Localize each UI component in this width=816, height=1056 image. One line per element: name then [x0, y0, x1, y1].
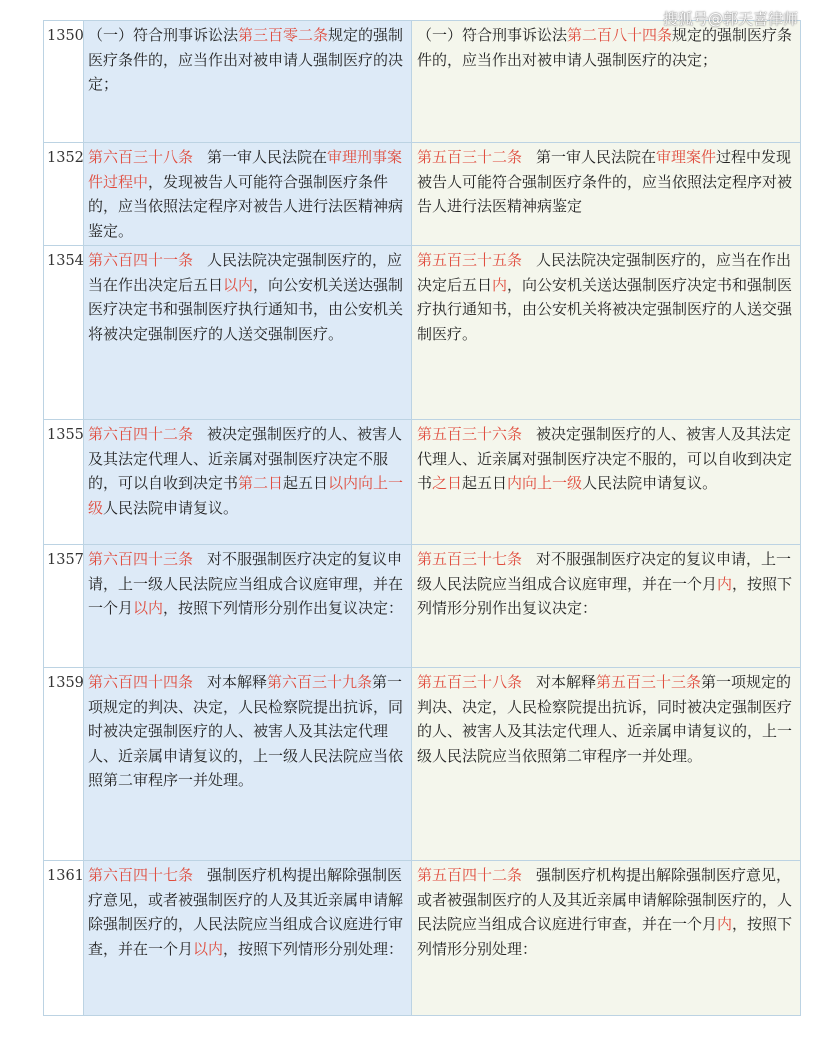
- highlighted-text: 第五百三十六条: [417, 425, 523, 443]
- provision-text: 对不服强制医疗决定的复议申请，上一级人民法院应当组成合议庭审理，并在一个月: [88, 550, 404, 617]
- page-number-cell: 1352: [44, 143, 84, 246]
- highlighted-text: 第三百零二条: [238, 26, 329, 44]
- provision-text: ，按照下列情形分别处理：: [223, 939, 404, 958]
- provision-text: 起五日: [283, 474, 329, 492]
- old-provision-cell: [84, 420, 412, 545]
- new-provision-cell: [412, 545, 801, 668]
- highlighted-text: 第五百三十五条: [417, 251, 523, 269]
- provision-text: 规定的强制医疗条件的，应当作出对被申请人强制医疗的决定；: [417, 26, 793, 69]
- new-provision-cell: [412, 246, 801, 420]
- provision-text: 人民法院申请复议。: [582, 474, 718, 492]
- highlighted-text: 以内: [133, 599, 164, 617]
- provision-text: 被决定强制医疗的人、被害人及其法定代理人、近亲属对强制医疗决定不服的，可以自收到决定书: [88, 425, 403, 492]
- provision-text: ，按照下列情形分别作出复议决定：: [163, 599, 404, 617]
- provision-text: ，向公安机关送达强制医疗决定书和强制医疗执行通知书，由公安机关将被决定强制医疗的人送交强制医疗。: [88, 275, 404, 343]
- highlighted-text: 内: [717, 915, 733, 933]
- comparison-table-wrapper: [43, 20, 795, 1016]
- provision-text: ，按照下列情形分别处理：: [417, 915, 793, 958]
- highlighted-text: 第五百四十二条: [417, 866, 523, 884]
- new-provision-cell: [412, 21, 801, 143]
- highlighted-text: 内: [492, 275, 508, 294]
- highlighted-text: 审理案件: [656, 148, 717, 166]
- highlighted-text: 内向上一级: [507, 474, 583, 492]
- highlighted-text: 过程中: [103, 172, 149, 191]
- table-row: [44, 143, 801, 246]
- highlighted-text: 第六百四十二条: [88, 425, 194, 443]
- page-number-cell: 1350: [44, 21, 84, 143]
- highlighted-text: 第五百三十七条: [417, 550, 523, 568]
- page-number-cell: 1359: [44, 668, 84, 861]
- highlighted-text: 第六百四十一条: [88, 251, 194, 269]
- table-row: [44, 668, 801, 861]
- provision-text: 第一审人民法院在: [207, 148, 328, 166]
- provision-text: 强制医疗机构提出解除强制医疗意见，或者被强制医疗的人及其近亲属申请解除强制医疗的，人民法院应当组成合议庭进行审查，并在一个月: [88, 866, 404, 958]
- provision-text: （一）符合刑事诉讼法: [88, 26, 239, 44]
- new-provision-cell: [412, 861, 801, 1016]
- provision-text: ，向公安机关送达强制医疗决定书和强制医疗执行通知书，由公安机关将被决定强制医疗的人送交强制医疗。: [417, 275, 793, 343]
- provision-text: 对不服强制医疗决定的复议申请，上一级人民法院应当组成合议庭审理，并在一个月: [417, 550, 792, 593]
- table-row: [44, 420, 801, 545]
- provision-text: ，发现被告人可能符合强制医疗条件的，应当依照法定程序对被告人进行法医精神病鉴定。: [88, 172, 404, 240]
- provision-text: 强制医疗机构提出解除强制医疗意见，或者被强制医疗的人及其近亲属申请解除强制医疗的，人民法院应当组成合议庭进行审查，并在一个月: [417, 866, 793, 933]
- page-number-cell: 1354: [44, 246, 84, 420]
- old-provision-cell: [84, 861, 412, 1016]
- highlighted-text: 第五百三十八条: [417, 673, 523, 691]
- provision-text: 第一审人民法院在: [536, 148, 657, 166]
- provision-text: （一）符合刑事诉讼法: [417, 26, 568, 44]
- table-row: [44, 545, 801, 668]
- highlighted-text: 第二百八十四条: [567, 26, 673, 44]
- highlighted-text: 以内: [223, 275, 254, 294]
- provision-text: 被决定强制医疗的人、被害人及其法定代理人、近亲属对强制医疗决定不服的，可以自收到决定书: [417, 425, 793, 492]
- highlighted-text: 第六百四十七条: [88, 866, 194, 884]
- highlighted-text: 第六百三十九条: [267, 673, 373, 691]
- table-body: [44, 21, 801, 1016]
- new-provision-cell: [412, 143, 801, 246]
- provision-text: ，按照下列情形分别作出复议决定：: [417, 574, 793, 617]
- highlighted-text: 以内: [193, 939, 224, 958]
- provision-text: 起五日: [462, 474, 508, 492]
- highlighted-text: 第五百三十二条: [417, 148, 523, 166]
- highlighted-text: 内: [717, 574, 733, 593]
- page-number-cell: 1355: [44, 420, 84, 545]
- new-provision-cell: [412, 668, 801, 861]
- provision-text: 规定的强制医疗条件的，应当作出对被申请人强制医疗的决定；: [88, 26, 404, 93]
- old-provision-cell: [84, 21, 412, 143]
- provision-text: 第一项规定的判决、决定，人民检察院提出抗诉，同时被决定强制医疗的人、被害人及其法定代理人、近亲属申请复议的，上一级人民法院应当依照第二审程序一并处理。: [417, 673, 793, 765]
- highlighted-text: 第六百四十四条: [88, 673, 194, 691]
- page-number-cell: 1357: [44, 545, 84, 668]
- provision-text: 人民法院决定强制医疗的，应当在作出决定后五日: [88, 251, 403, 294]
- table-row: [44, 861, 801, 1016]
- provision-text: 第一项规定的判决、决定，人民检察院提出抗诉，同时被决定强制医疗的人、被害人及其法定代理人、近亲属申请复议的，上一级人民法院应当依照第二审程序一并处理。: [88, 673, 404, 789]
- provision-text: 人民法院决定强制医疗的，应当在作出决定后五日: [417, 251, 792, 294]
- highlighted-text: 审理刑事案件: [88, 148, 403, 191]
- table-row: [44, 21, 801, 143]
- watermark: 搜狐号@郭天喜律师: [662, 10, 798, 28]
- old-provision-cell: [84, 246, 412, 420]
- highlighted-text: 之日: [432, 474, 463, 492]
- provision-text: 对本解释: [536, 673, 597, 691]
- page-number-cell: 1361: [44, 861, 84, 1016]
- provision-text: 人民法院申请复议。: [103, 498, 239, 517]
- highlighted-text: 第二日: [238, 474, 284, 492]
- table-row: [44, 246, 801, 420]
- highlighted-text: 第五百三十三条: [596, 673, 702, 691]
- old-provision-cell: [84, 545, 412, 668]
- old-provision-cell: [84, 668, 412, 861]
- article-comparison-table: [43, 20, 801, 1016]
- provision-text: 对本解释: [207, 673, 268, 691]
- highlighted-text: 第六百四十三条: [88, 550, 194, 568]
- provision-text: 过程中发现被告人可能符合强制医疗条件的，应当依照法定程序对被告人进行法医精神病鉴定: [417, 148, 793, 215]
- new-provision-cell: [412, 420, 801, 545]
- highlighted-text: 以内向上一级: [88, 474, 404, 517]
- highlighted-text: 第六百三十八条: [88, 148, 194, 166]
- old-provision-cell: [84, 143, 412, 246]
